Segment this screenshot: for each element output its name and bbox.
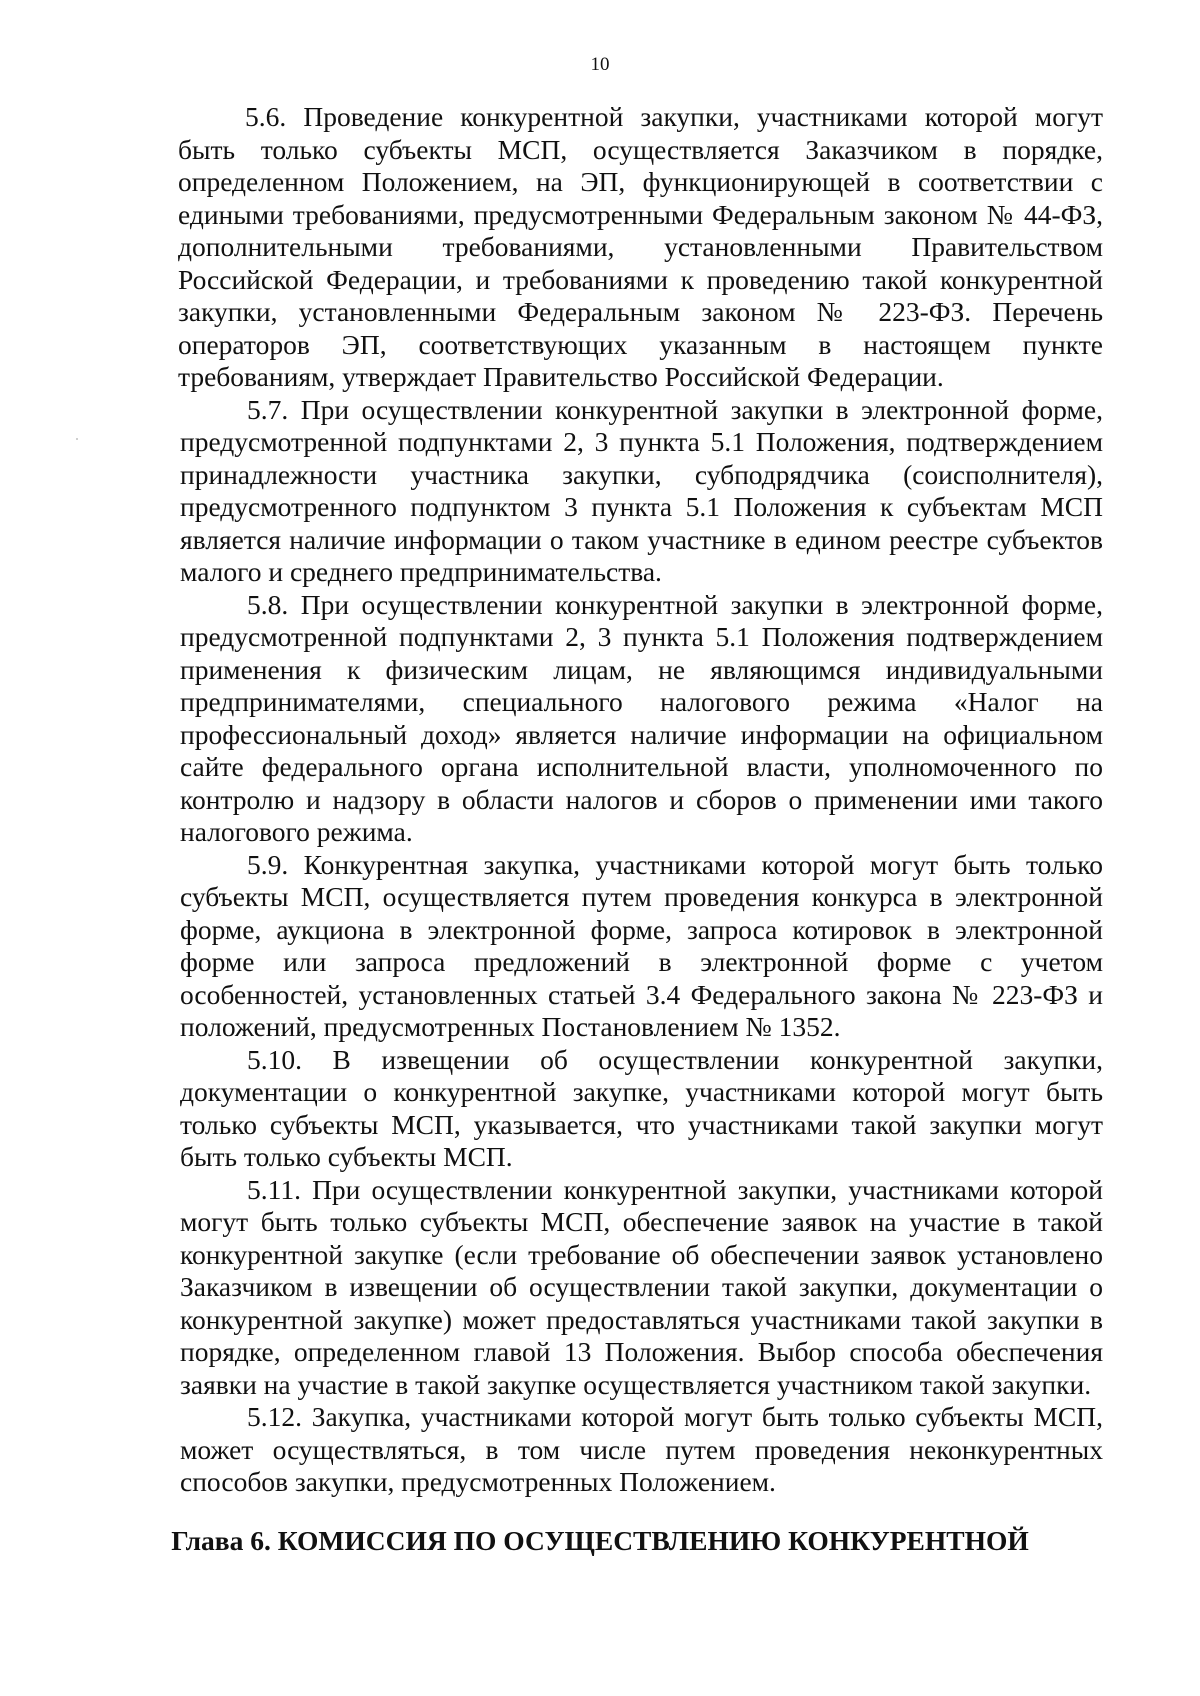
paragraph-5-10: 5.10. В извещении об осуществлении конкурентной закупки, документации о конкурентной закупке, участниками которой могут быть только субъекты МСП, указывается, что участниками такой закупки могут быть только субъекты МСП.	[180, 1043, 1103, 1172]
paragraph-5-6: 5.6. Проведение конкурентной закупки, участниками которой могут быть только субъекты МСП, осуществляется Заказчиком в порядке, определенном Положением, на ЭП, функционирующей в соответствии с едиными требованиями, предусмотренными Федеральным законом № 44-ФЗ, дополнительными требованиями, установленными Правительством Российской Федерации, и требованиями к проведению такой конкурентной закупки, установленными Федеральным законом № 223-ФЗ. Перечень операторов ЭП, соответствующих указанным в настоящем пункте требованиям, утверждает Правительство Российской Федерации.	[178, 101, 1103, 392]
paragraph-5-9: 5.9. Конкурентная закупка, участниками которой могут быть только субъекты МСП, осуществляется путем проведения конкурса в электронной форме, аукциона в электронной форме, запроса котировок в электронной форме или запроса предложений в электронной форме с учетом особенностей, установленных статьей 3.4 Федерального закона № 223-ФЗ и положений, предусмотренных Постановлением № 1352.	[180, 848, 1103, 1042]
paragraph-5-7: 5.7. При осуществлении конкурентной закупки в электронной форме, предусмотренной подпунктами 2, 3 пункта 5.1 Положения, подтверждением принадлежности участника закупки, субподрядчика (соисполнителя), предусмотренного подпунктом 3 пункта 5.1 Положения к субъектам МСП является наличие информации о таком участнике в едином реестре субъектов малого и среднего предпринимательства.	[180, 393, 1103, 587]
chapter-heading: Глава 6. КОМИССИЯ ПО ОСУЩЕСТВЛЕНИЮ КОНКУРЕНТНОЙ	[171, 1525, 1029, 1556]
paragraph-5-8: 5.8. При осуществлении конкурентной закупки в электронной форме, предусмотренной подпунктами 2, 3 пункта 5.1 Положения подтверждением применения к физическим лицам, не являющимся индивидуальными предпринимателями, специального налогового режима «Налог на профессиональный доход» является наличие информации на официальном сайте федерального органа исполнительной власти, уполномоченного по контролю и надзору в области налогов и сборов о применении ими такого налогового режима.	[180, 588, 1103, 847]
page-number: 10	[590, 54, 610, 75]
paragraph-5-12: 5.12. Закупка, участниками которой могут быть только субъекты МСП, может осуществляться, в том числе путем проведения неконкурентных способов закупки, предусмотренных Положением.	[180, 1401, 1103, 1497]
paragraph-5-11: 5.11. При осуществлении конкурентной закупки, участниками которой могут быть только субъекты МСП, обеспечение заявок на участие в такой конкурентной закупке (если требование об обеспечении заявок установлено Заказчиком в извещении об осуществлении такой закупки, документации о конкурентной закупке) может предоставляться участниками такой закупки в порядке, определенном главой 13 Положения. Выбор способа обеспечения заявки на участие в такой закупке осуществляется участником такой закупки.	[180, 1173, 1103, 1400]
scan-speck	[76, 438, 78, 440]
document-body	[180, 101, 1103, 1499]
